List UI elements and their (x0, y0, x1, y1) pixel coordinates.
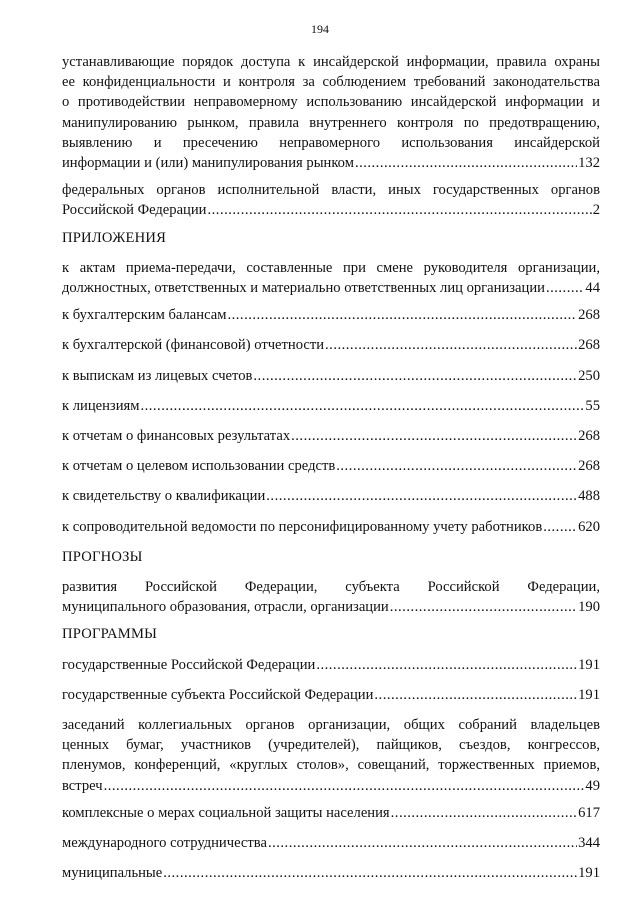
entry-page-number: 191 (578, 865, 600, 882)
entry-line: ценных бумаг, участников (учредителей), пайщиков, съездов, конгрессов, (62, 737, 600, 754)
entry-last-line (62, 863, 600, 883)
index-entry (62, 655, 600, 675)
entry-page-number: 55 (585, 397, 600, 414)
entry-text: встреч (62, 777, 103, 794)
dot-leader (316, 655, 577, 675)
entry-page-number: 44 (585, 280, 600, 297)
entry-text: к сопроводительной ведомости по персонифицированному учету работников (62, 518, 543, 535)
dot-leader (325, 335, 577, 355)
dot-leader (253, 366, 577, 386)
entry-page-number: 268 (578, 307, 600, 324)
entry-text: комплексные о мерах социальной защиты населения (62, 804, 390, 821)
index-entry (62, 577, 600, 617)
index-entry (62, 335, 600, 355)
entry-text: должностных, ответственных и материально ответственных лиц организации (62, 280, 545, 297)
entry-last-line (62, 366, 600, 386)
entry-line: устанавливающие порядок доступа к инсайдерской информации, правила охраны (62, 54, 600, 70)
entry-page-number: 344 (578, 835, 600, 852)
index-entry (62, 180, 600, 220)
dot-leader (374, 685, 577, 705)
index-entry (62, 803, 600, 823)
entry-page-number: 190 (578, 599, 600, 616)
index-entry (62, 52, 600, 173)
entry-last-line (62, 456, 600, 476)
dot-leader (208, 200, 592, 220)
section-heading: ПРОГНОЗЫ (62, 548, 143, 565)
entry-line: к актам приема-передачи, составленные при смене руководителя организации, (62, 259, 600, 276)
index-content (62, 52, 600, 894)
entry-text: муниципального образования, отрасли, организации (62, 599, 389, 616)
entry-last-line (62, 153, 600, 173)
entry-line: выявлению и пресечению неправомерного использования инсайдерской (62, 134, 600, 151)
index-entry (62, 863, 600, 883)
entry-last-line (62, 517, 600, 537)
entry-last-line (62, 685, 600, 705)
section-heading: ПРИЛОЖЕНИЯ (62, 229, 167, 246)
entry-page-number: 49 (585, 777, 600, 794)
entry-page-number: 488 (578, 488, 600, 505)
dot-leader (104, 776, 585, 796)
entry-line: ее конфиденциальности и контроля за соблюдением требований законодательства (62, 74, 600, 91)
entry-page-number: 132 (578, 155, 600, 172)
index-entry (62, 258, 600, 298)
entry-page-number: 617 (578, 804, 600, 821)
entry-last-line (62, 776, 600, 796)
entry-last-line (62, 655, 600, 675)
section-heading: ПРОГРАММЫ (62, 626, 158, 643)
entry-text: государственные субъекта Российской Федерации (62, 686, 374, 703)
entry-text: к бухгалтерским балансам (62, 307, 227, 324)
index-entry (62, 426, 600, 446)
entry-page-number: 2 (592, 202, 600, 219)
entry-line: развития Российской Федерации, субъекта Российской Федерации, (62, 579, 600, 596)
entry-page-number: 250 (578, 367, 600, 384)
dot-leader (543, 517, 577, 537)
entry-page-number: 191 (578, 656, 600, 673)
index-entry (62, 366, 600, 386)
dot-leader (163, 863, 577, 883)
dot-leader (291, 426, 577, 446)
dot-leader (266, 486, 577, 506)
entry-page-number: 268 (578, 458, 600, 475)
dot-leader (227, 305, 577, 325)
dot-leader (390, 597, 577, 617)
entry-last-line (62, 305, 600, 325)
entry-page-number: 268 (578, 428, 600, 445)
dot-leader (355, 153, 577, 173)
entry-last-line (62, 335, 600, 355)
entry-text: к свидетельству о квалификации (62, 488, 266, 505)
entry-page-number: 620 (578, 518, 600, 535)
entry-text: к выпискам из лицевых счетов (62, 367, 253, 384)
index-entry (62, 456, 600, 476)
entry-text: муниципальные (62, 865, 163, 882)
entry-last-line (62, 486, 600, 506)
index-entry (62, 715, 600, 796)
entry-text: к лицензиям (62, 397, 140, 414)
dot-leader (140, 396, 584, 416)
entry-last-line (62, 278, 600, 298)
entry-text: к отчетам о целевом использовании средств (62, 458, 336, 475)
dot-leader (268, 833, 577, 853)
entry-line: о противодействии неправомерному использованию инсайдерской информации и (62, 94, 600, 111)
entry-line: манипулированию рынком, правила внутреннего контроля по предотвращению, (62, 114, 600, 131)
dot-leader (546, 278, 584, 298)
entry-page-number: 268 (578, 337, 600, 354)
entry-last-line (62, 833, 600, 853)
index-entry (62, 517, 600, 537)
index-entry (62, 305, 600, 325)
entry-line: заседаний коллегиальных органов организации, общих собраний владельцев (62, 717, 600, 734)
entry-last-line (62, 803, 600, 823)
page-number: 194 (311, 22, 329, 36)
dot-leader (391, 803, 577, 823)
entry-text: государственные Российской Федерации (62, 656, 316, 673)
entry-last-line (62, 200, 600, 220)
entry-last-line (62, 426, 600, 446)
entry-last-line (62, 396, 600, 416)
index-entry (62, 685, 600, 705)
entry-text: Российской Федерации (62, 202, 207, 219)
entry-text: международного сотрудничества (62, 835, 267, 852)
index-entry (62, 833, 600, 853)
entry-last-line (62, 597, 600, 617)
entry-page-number: 191 (578, 686, 600, 703)
entry-line: пленумов, конференций, «круглых столов», совещаний, торжественных приемов, (62, 757, 600, 774)
index-entry (62, 396, 600, 416)
entry-text: к бухгалтерской (финансовой) отчетности (62, 337, 325, 354)
index-entry (62, 486, 600, 506)
dot-leader (336, 456, 577, 476)
entry-text: к отчетам о финансовых результатах (62, 428, 291, 445)
entry-line: федеральных органов исполнительной власти, иных государственных органов (62, 182, 600, 199)
entry-text: информации и (или) манипулирования рынком (62, 155, 354, 172)
